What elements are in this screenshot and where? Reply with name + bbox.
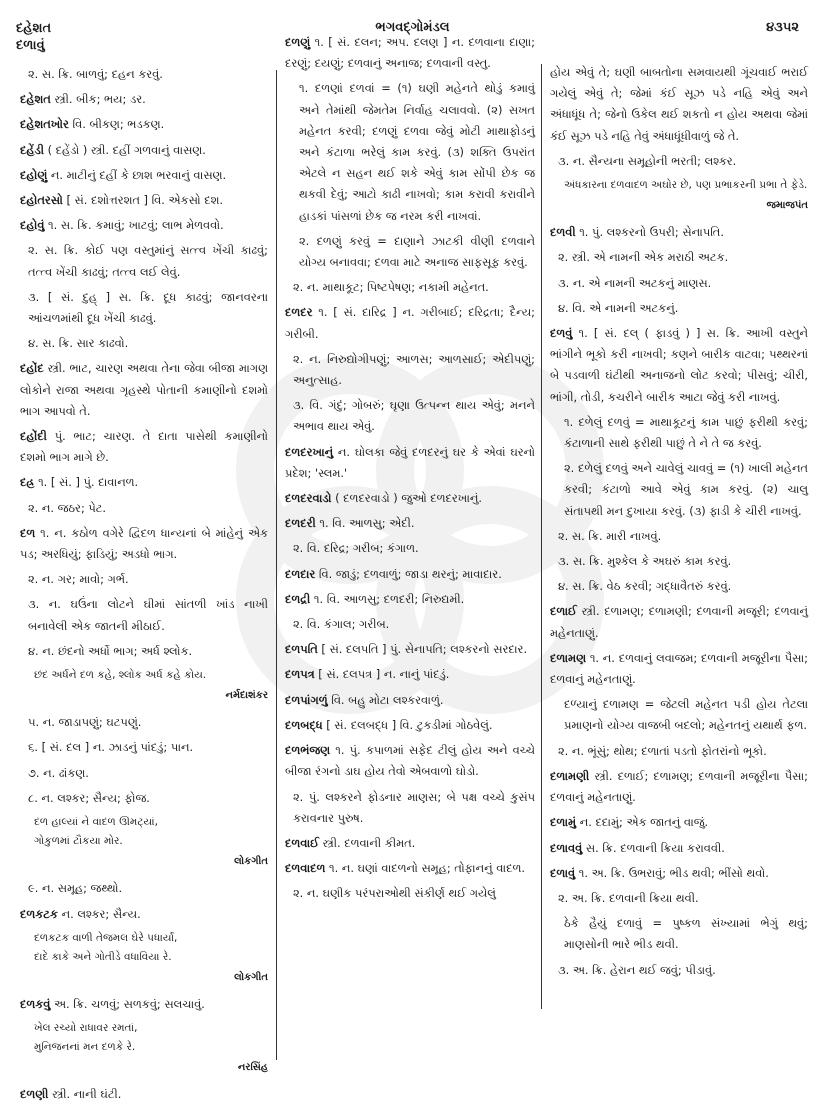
definition: ૧. વિ. આળસુ; એદી. — [315, 516, 415, 531]
headword: દળાઈ — [550, 604, 577, 619]
guide-word-bottom: દળાવું — [16, 38, 45, 53]
dictionary-entry — [20, 190, 268, 211]
quote-citation: લોકગીત — [234, 971, 268, 983]
sense: ૩. [ સં. દુહ્ ] સ. ક્રિ. દૂધ કાઢવું; જાનવરના આંચળમાંથી દૂધ ખેંચી કાઢવું. — [28, 289, 268, 326]
headword: દળવું — [550, 326, 573, 341]
definition: પું. ભાટ; ચારણ. તે દાતા પાસેથી કમાણીનો દશમો ભાગ માગે છે. — [20, 429, 268, 465]
definition: વિ. જાડું; દળવાળું; જાડા થરનું; માવાદાર. — [315, 566, 502, 581]
dictionary-entry — [285, 639, 535, 660]
definition: સ્ત્રી. દળાઈ; દળામણ; દળવાની મજૂરીના પૈસા; દળવાનું મહેનતાણું. — [550, 768, 808, 805]
sense: ૨. ન. જઠર; પેટ. — [28, 500, 107, 515]
definition: ૧. [ સં. દલન; અપ. દલણ ] ન. દળવાના દાણા; દરણું; દયણું; દળવાનું અનાજ; દળવાની વસ્તુ. — [285, 35, 535, 71]
quotation — [550, 176, 808, 216]
definition: ૧. ન. ઘણાં વાદળનો સમૂહ; તોફાનનું વાદળ. — [325, 861, 525, 876]
definition: ( દળદરવાડો ) જુઓ દળદરખાનું. — [331, 491, 483, 506]
headword: દળ — [20, 525, 36, 540]
dictionary-entry — [20, 1084, 268, 1105]
column-divider-left — [276, 70, 277, 1060]
definition: સ્ત્રી. બીક; ભય; ડર. — [50, 92, 146, 107]
sense: ૨. વિ. કંગાલ; ગરીબ. — [293, 617, 390, 632]
headword: દળદરવાડો — [285, 491, 332, 506]
dictionary-entry — [285, 715, 535, 736]
dictionary-entry — [285, 858, 535, 879]
headword: દળાવું — [550, 865, 576, 880]
definition: [ સં. દલપત્ર ] ન. નાનું પાંદડું. — [314, 667, 450, 682]
dictionary-entry — [20, 114, 268, 135]
dictionary-entry — [285, 32, 535, 74]
headword: દળપત્ર — [285, 667, 315, 682]
dictionary-entry — [20, 472, 268, 493]
quote-line: ખેલ રચ્યો રાધાવર રમતાં, — [34, 1022, 138, 1035]
definition: સ્ત્રી. દળામણ; દળામણી; દળવાની મજૂરી; દળવાનું મહેનતાણું. — [550, 604, 808, 640]
headword: દળબદ્ધ — [285, 717, 323, 732]
headword: દહેંડી — [20, 142, 44, 157]
dictionary-entry — [285, 690, 535, 711]
guide-word-top: દહેશત — [16, 21, 52, 36]
dictionary-entry — [285, 664, 535, 685]
dictionary-entry — [285, 740, 535, 782]
idiom: ૨. દળેલું દળવું અને ચાવેલું ચાવવું = (૧) ખાલી મહેનત કરવી; કંટાળો આવે એવું કામ કરવું. (૨) ચાલુ સંતાપથી મન દુખાયા કરવું. (૩) ફાડી કે ચીરી નાખવું. — [564, 461, 808, 518]
headword: દહોંદી — [20, 429, 47, 444]
quotation — [20, 929, 268, 988]
quote-line: દળ હાલ્યાં ને વાદળ ઊમટ્યાં, — [34, 816, 158, 829]
dictionary-entry — [550, 222, 808, 243]
sense: ૨. સ. ક્રિ. મારી નાખવું. — [558, 528, 662, 543]
sense: ૨. અ. ક્રિ. દળવાની ક્રિયા થવી. — [558, 890, 699, 905]
sense: ૩. ન. ઘઉંના લોટને ઘીમાં સાંતળી ખાંડ નાખી બનાવેલી એક જાતની મીઠાઈ. — [28, 597, 268, 633]
sense: ૭. ન. ઢાંકણ. — [28, 765, 89, 780]
headword: દળદરખાનું — [285, 444, 334, 459]
definition: અ. ક્રિ. ચળવું; સળકવું; સલચાવું. — [50, 996, 205, 1011]
headword: દળભંજણ — [285, 743, 331, 758]
dictionary-entry — [285, 442, 535, 484]
headword: દળદર — [285, 305, 313, 320]
headword: દહોવું — [20, 218, 45, 233]
quote-line: છંદ અર્ધને દળ કહે, શ્લોક અર્ધ કહે કોય. — [34, 669, 207, 682]
definition: સ્ત્રી. ભાટ, ચારણ અથવા તેના જેવા બીજા માગણ લોકોને રાજા અથવા ગૃહસ્થે પોતાની કમાણીનો દશમો ભાગ આપવો તે. — [20, 361, 268, 418]
sense: ૨. પું. લશ્કરને ફોડનાર માણસ; બે પક્ષ વચ્ચે કુસંપ કરાવનાર પુરુષ. — [293, 789, 535, 825]
dictionary-entry — [20, 994, 268, 1015]
dictionary-entry — [20, 140, 268, 161]
quote-line: દાદે કાકે અને ગોતીડે વધાવિયા રે. — [34, 950, 172, 963]
definition: સ. ક્રિ. દળવાની ક્રિયા કરાવવી. — [582, 840, 725, 855]
headword: દળદ્રી — [285, 591, 311, 606]
sense: ૨. ન. માથાકૂટ; પિષ્ટપેષણ; નકામી મહેનત. — [293, 280, 489, 295]
page-title: ભગવદ્ગોમંડલ — [375, 20, 450, 35]
definition: ૧. પું. કપાળમાં સફેદ ટીલું હોય અને વચ્ચે બીજા રંગનો ડાઘ હોય તેવો એબવાળો ઘોડો. — [285, 743, 535, 779]
definition: ન. માટીનું દહીં કે છાશ ભરવાનું વાસણ. — [47, 167, 227, 182]
dictionary-entry — [285, 564, 535, 585]
definition: ૧. અ. ક્રિ. ઉભરાવું; ભીડ થવી; ભીંસો થવો. — [575, 865, 769, 880]
definition: [ સં. દશોત્તરશત ] વિ. એકસો દશ. — [62, 193, 224, 208]
dictionary-entry — [20, 523, 268, 565]
dictionary-entry — [20, 904, 268, 925]
idiom: દળ્યાનું દળામણ = જેટલી મહેનત પડી હોય તેટલા પ્રમાણનો યોગ્ય વાજબી બદલો; મહેનતનું યથાર્થ ફળ. — [564, 697, 808, 733]
quote-citation: લોકગીત — [234, 856, 268, 868]
definition: ૧. સ. ક્રિ. કમાવું; ખાટવું; લાભ મેળવવો. — [44, 218, 224, 233]
quotation — [20, 666, 268, 706]
headword: દહોણું — [20, 167, 48, 182]
dictionary-entry — [20, 426, 268, 468]
sense: ૮. ન. લશ્કર; સૈન્ય; ફોજ. — [28, 790, 150, 805]
sense: ૩. અ. ક્રિ. હેરાન થઈ જવું; પીડાવું. — [558, 962, 716, 977]
dictionary-entry — [550, 323, 808, 408]
dictionary-entry — [285, 488, 535, 509]
dictionary-entry — [285, 513, 535, 534]
sense: ૪. સ. ક્રિ. સાર કાઢવો. — [28, 336, 129, 351]
sense: ૪. વિ. એ નામની અટકનું. — [558, 300, 679, 315]
sense: ૨. ન. ગર; માવો; ગર્ભ. — [28, 572, 129, 587]
quote-line: ગોકુળમાં ટૌકયા મોર. — [34, 835, 123, 848]
dictionary-entry — [20, 89, 268, 110]
definition: વિ. બીકણ; ભડકણ. — [68, 117, 165, 132]
dictionary-entry — [285, 589, 535, 610]
dictionary-entry — [550, 766, 808, 808]
quotation — [20, 813, 268, 872]
headword: દળણું — [285, 35, 311, 49]
dictionary-entry — [285, 833, 535, 854]
dictionary-entry — [550, 838, 808, 859]
definition: ૧. [ સં. દારિદ્ર ] ન. ગરીબાઈ; દરિદ્રતા; દૈન્ય; ગરીબી. — [285, 305, 535, 341]
headword: દળામું — [550, 815, 577, 830]
sense: ૨. વિ. દરિદ્ર; ગરીબ; કંગાળ. — [293, 541, 419, 556]
definition: [ સં. દલપતિ ] પું. સેનાપતિ; લશ્કરનો સરદાર. — [317, 642, 528, 657]
sense: ૨. સ્ત્રી. એ નામની એક મરાઠી અટક. — [558, 250, 729, 265]
headword: દળામણ — [550, 650, 587, 665]
headword: દળામણી — [550, 768, 590, 783]
quote-line: મુનિજનનાં મન દળકે રે. — [34, 1041, 136, 1054]
definition: સ્ત્રી. નાની ઘંટી. — [48, 1087, 122, 1102]
sense: ૩. ન. સૈન્યના સમૂહોની ભરતી; લશ્કર. — [558, 153, 737, 168]
headword: દળકવું — [20, 996, 51, 1011]
headword: દળણી — [20, 1087, 49, 1102]
dictionary-entry — [285, 302, 535, 344]
sense: ૨. સ. ક્રિ. બાળવું; દહન કરવું. — [28, 67, 163, 81]
dictionary-entry — [20, 358, 268, 422]
dictionary-entry — [20, 165, 268, 186]
sense: ૩. સ. ક્રિ. મુશ્કેલ કે અઘરું કામ કરવું. — [558, 554, 732, 569]
headword: દળવાદળ — [285, 861, 326, 876]
quote-citation: નર્મદાશંકર — [225, 690, 268, 702]
sense: ૯. ન. સમૂહ; જથ્થો. — [28, 881, 123, 896]
sense: ૬. [ સં. દલ ] ન. ઝાડનું પાંદડું; પાન. — [28, 740, 194, 755]
headword: દળપાંગળું — [285, 692, 328, 707]
definition: ૧. ન. કઠોળ વગેરે દ્વિદળ ધાન્યનાં બે માંહેનું એક પડ; અરધિયું; ફાડિયું; અડધો ભાગ. — [20, 525, 268, 562]
headword: દહોંદ — [20, 361, 44, 376]
sense: ૨. ન. ઘણીક પરંપરાઓથી સંકીર્ણ થઈ ગયેલું — [293, 886, 496, 901]
dictionary-entry — [550, 863, 808, 884]
quote-line: દળકટક વાળી તેજમલ ઘેરે પધાર્યાં, — [34, 931, 178, 944]
sense: ૨. ન. નિરુદ્યોગીપણું; આળસ; આળસાઈ; એદીપણું; અનુત્સાહ. — [293, 351, 535, 388]
headword: દહેશત — [20, 92, 51, 107]
quote-citation: જમાજપંત — [766, 200, 808, 212]
sense: ૨. સ. ક્રિ. કોઈ પણ વસ્તુમાંનું સત્ત્વ ખેંચી કાઢવું; તત્ત્વ ખેંચી કાઢવું; તત્ત્વ લઈ લેવું. — [28, 243, 268, 279]
definition: ન. લશ્કર; સૈન્ય. — [57, 906, 141, 921]
sense: ૫. ન. જાડાપણું; ઘટપણું. — [28, 715, 142, 730]
headword: દળકટક — [20, 906, 58, 921]
sense: ૩. ન. એ નામની અટકનું માણસ. — [558, 275, 712, 290]
column-left — [20, 64, 268, 1110]
headword: દળદાર — [285, 566, 316, 581]
page-number: ૪૩૫૨ — [766, 20, 799, 35]
idiom: ઠેકે હૈયું દળાવું = પુષ્કળ સંખ્યામાં ભેગું થવું; માણસોની ભારે ભીડ થવી. — [564, 916, 808, 952]
column-right — [550, 62, 808, 985]
definition: ૧. [ સં. દલ્ ( ફાડવું ) ] સ. ક્રિ. આખી વસ્તુને ભાંગીને ભૂકો કરી નાખવી; કણને બારીક વાટવા; પથ્થરનાં બે પડવાળી ઘંટીથી અનાજનો લોટ કરવો; પીસવું; ચીરી, ભાંગી, તોડી, કચરીને બારીક આટા જેવું કરી નાખવું. — [550, 326, 808, 404]
idiom: ૨. દળણું કરવું = દાણાને ઝાટકી વીણી દળવાને યોગ્ય બનાવવા; દળવા માટે અનાજ સાફસૂફ કરવું. — [299, 233, 535, 270]
dictionary-entry — [20, 215, 268, 236]
headword: દળવી — [550, 225, 576, 240]
quote-line: અંધકારના દળવાદળ અઘોર છે, પણ પ્રભાકરની પ્રભા તે ફેડે. — [564, 179, 808, 192]
definition: સ્ત્રી. દળવાની કીમત. — [318, 835, 416, 850]
headword: દળદરી — [285, 516, 316, 531]
sense: ૪. સ. ક્રિ. વેઠ કરવી; ગદ્ધાવૈતરું કરવું. — [558, 579, 732, 594]
definition: ૧. વિ. આળસુ; દળદરી; નિરુદ્યમી. — [310, 591, 465, 606]
definition: ૧. [ સં. ] પું. દાવાનળ. — [34, 475, 139, 490]
quotation — [20, 1019, 268, 1078]
headword: દળવાઈ — [285, 835, 319, 850]
dictionary-entry — [550, 812, 808, 833]
continued-definition: હોય એવું તે; ઘણી બાબતોના સમવાયથી ગૂંચવાઈ ભરાઈ ગયેલું એવું તે; જેમાં કંઈ સૂઝ પડે નહિ એવું અને અંધાધૂંધ તે; જેનો ઉકેલ થઈ શકતો ન હોય અથવા જેમાં કંઈ સૂઝ પડે નહિ તેવું અંધાધૂંધીવાળું જે તે. — [550, 65, 808, 143]
definition: વિ. બહુ મોટા લશ્કરવાળું. — [327, 692, 444, 707]
definition: ન. દદામું; એક જાતનું વાજું. — [576, 815, 709, 830]
headword: દહ્ર — [20, 475, 35, 490]
definition: ન. ઘોલકા જેવું દળદરનું ઘર કે એવાં ઘરનો પ્રદેશ; 'સ્લમ.' — [285, 444, 535, 480]
headword: દળપતિ — [285, 642, 318, 657]
definition: ૧. પું. લશ્કરનો ઉપરી; સેનાપતિ. — [575, 225, 724, 240]
headword: દહોતરસો — [20, 193, 63, 208]
headword: દહેશતખોર — [20, 117, 69, 132]
sense: ૩. વિ. ગંદું; ગોબરું; ઘૃણા ઉત્પન્ન થાય એવું; મનને અભાવ થાય એવું. — [293, 398, 535, 434]
dictionary-entry — [550, 601, 808, 643]
idiom: ૧. દળણાં દળવાં = (૧) ઘણી મહેનતે થોડું કમાવું અને તેમાંથી જેમતેમ નિર્વાહ ચલાવવો. (૨) સખત મહેનત કરવી; દળણું દળવા જેવું મોટી માથાફોડનું અને કંટાળા ભરેલું કામ કરવું. (૩) શક્તિ ઉપરાંત એટલે ન સહન થઈ શકે એવું કામ સોંપી છેક જ થકવી દેવું; આટો કાઢી નાખવો; કામ કરાવી કરાવીને હાડકાં પાંસળાં છેક જ નરમ કરી નાખવાં. — [299, 81, 535, 223]
dictionary-entry — [550, 648, 808, 690]
sense: ૪. ન. છંદનો અર્ધો ભાગ; અર્ધ શ્લોક. — [28, 643, 193, 658]
column-middle — [285, 32, 535, 909]
definition: [ સં. દલબદ્ધ ] વિ. ટુકડીમાં ગોઠવેલું. — [322, 717, 493, 732]
quote-citation: નરસિંહ — [237, 1062, 268, 1074]
definition: ૧. ન. દળવાનું લવાજમ; દળવાની મજૂરીના પૈસા; દળવાનું મહેનતાણું. — [550, 650, 808, 687]
definition: ( દહેંડો ) સ્ત્રી. દહીં ગળવાનું વાસણ. — [43, 142, 206, 157]
headword: દળાવવું — [550, 840, 583, 855]
column-divider-right — [541, 64, 542, 1009]
idiom: ૧. દળેલું દળવું = માથાકૂટનું કામ પાછું ફરીથી કરવું; કંટાળાની સાથે ફરીથી પાછું તે ને તે જ કરવું. — [564, 414, 808, 451]
sense: ૨. ન. ભૂંસું; થોથ; દળાતાં પડતો ફોતરાંનો ભૂકો. — [558, 743, 767, 758]
